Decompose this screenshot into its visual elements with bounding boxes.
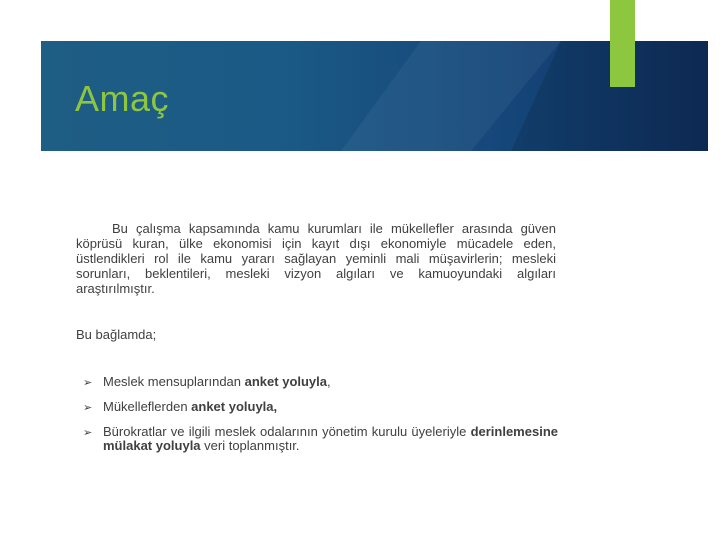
list-item-text-plain: Bürokratlar ve ilgili meslek odalarının yönetim kurulu üyeleriyle <box>103 424 471 439</box>
list-item-text <box>103 425 558 453</box>
arrowhead-bullet-icon: ➢ <box>83 377 93 389</box>
accent-bar <box>610 0 635 87</box>
intro-paragraph: Bu çalışma kapsamında kamu kurumları ile mükellefler arasında güven köprüsü kuran, ülke ekonomisi için kayıt dışı ekonomiyle mücadele eden, üstlendikleri rol ile kamu yararı sağlayan yeminli mali müşavirlerin; mesleki sorunları, beklentileri, mesleki vizyon algıları ve kamuoyundaki algıları araştırılmıştır. <box>76 221 556 296</box>
list-item <box>83 375 558 389</box>
list-item-text-plain: Meslek mensuplarından <box>103 374 245 389</box>
bullet-list <box>83 375 558 464</box>
list-item-text <box>103 400 558 414</box>
list-item-text-plain: Mükelleflerden <box>103 399 192 414</box>
list-item-text-bold: anket yoluyla <box>244 374 328 389</box>
arrowhead-bullet-icon: ➢ <box>83 402 93 414</box>
list-item-text <box>103 375 558 389</box>
list-item-text-rest: veri toplanmıştır. <box>200 438 300 453</box>
slide-title: Amaç <box>75 78 170 119</box>
context-label: Bu bağlamda; <box>76 327 157 342</box>
arrowhead-bullet-icon: ➢ <box>83 427 93 439</box>
list-item-text-bold: derinlemesine mülakat yoluyla <box>103 424 558 453</box>
list-item <box>83 400 558 414</box>
list-item-text-rest: , <box>327 374 331 389</box>
list-item <box>83 425 558 453</box>
list-item-text-bold: anket yoluyla, <box>191 399 278 414</box>
